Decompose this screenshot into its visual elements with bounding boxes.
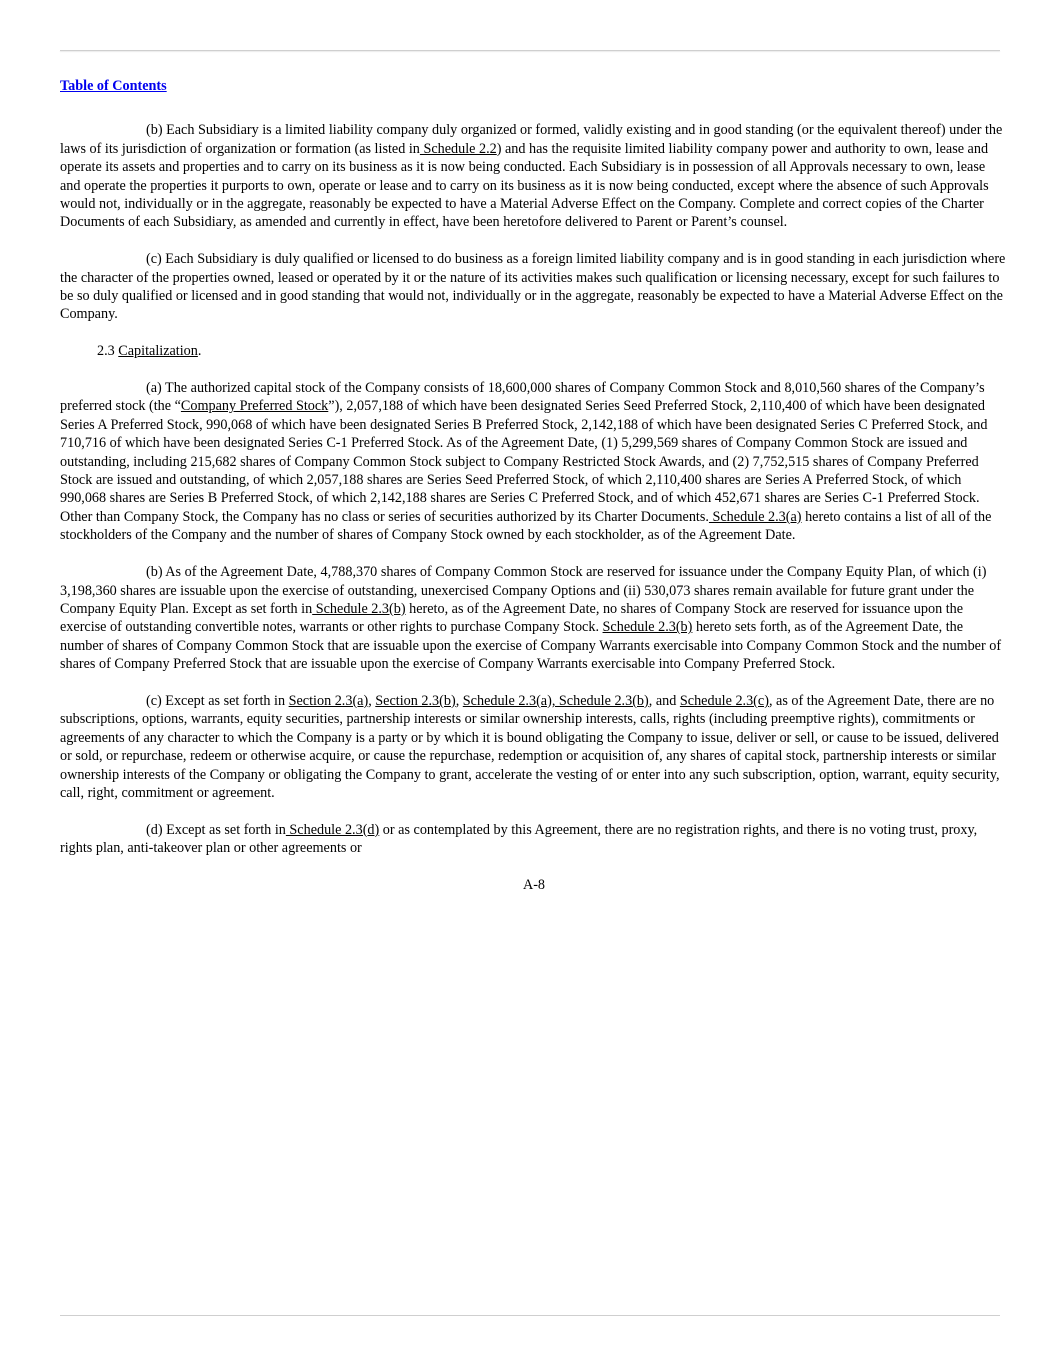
text: (a) The authorized capital stock of the Company consists of 18,600,000 shares of Company Common Stock and 8,010,560 shares of the Company’s preferred stock (the “ [60, 380, 985, 415]
section-2-3-heading [60, 342, 1008, 360]
schedule-2-3-b-ref: Schedule 2.3(b) [312, 600, 406, 617]
schedule-2-2-ref: Schedule 2.2 [419, 140, 497, 157]
text: (b) As of the Agreement Date, 4,788,370 shares of Company Common Stock are reserved for issuance under the Company Equity Plan, of which (i) 3,198,360 shares are issuable upon the exercise of outstanding, unexercised Company Options and (ii) 530,073 shares remain available for future grant under the Company Equity Plan. Except as set forth in [60, 564, 987, 617]
text: ) and has the requisite limited liability company power and authority to own, lease and operate its assets and properties and to carry on its business as it is now being conducted. Each Subsidiary is in possession of all Approvals necessary to own, lease and operate the properties it purports to own, operate or lease and to carry on its business as it is now being conducted, except where the absence of such Approvals would not, individually or in the aggregate, reasonably be expected to have a Material Adverse Effect on the Company. Complete and correct copies of the Charter Documents of each Subsidiary, as amended and currently in effect, have been heretofore delivered to Parent or Parent’s counsel. [60, 140, 989, 231]
text: . [197, 343, 202, 360]
paragraph-2-2-b [60, 121, 1008, 231]
section-title: Capitalization [118, 343, 198, 360]
text: (c) Except as set forth in [146, 692, 289, 709]
paragraph-2-3-d [60, 821, 1008, 858]
top-rule [60, 50, 1000, 51]
schedule-2-3-a-ref: Schedule 2.3(a) [708, 508, 802, 525]
section-2-3-b-ref: Section 2.3(b) [375, 692, 456, 709]
schedule-2-3-c-ref: Schedule 2.3(c) [679, 692, 769, 709]
schedule-2-3-a-b-ref: Schedule 2.3(a), Schedule 2.3(b) [462, 692, 649, 709]
text: (d) Except as set forth in [146, 821, 286, 838]
text: or as contemplated by this Agreement, there are no registration rights, and there is no voting trust, proxy, rights plan, anti-takeover plan or other agreements or [60, 821, 978, 857]
text: hereto contains a list of all of the stockholders of the Company and the number of shares of Company Stock owned by each stockholder, as of the Agreement Date. [60, 508, 992, 544]
text: , as of the Agreement Date, there are no subscriptions, options, warrants, equity securities, partnership interests or similar ownership interests, calls, rights (including preemptive rights), commitments or agreements of any character to which the Company is a party or by which it is bound obligating the Company to issue, deliver or sell, or cause to be issued, delivered or sold, or repurchase, redeem or otherwise acquire, or cause the repurchase, redemption or acquisition of, any shares of capital stock, partnership interests or similar ownership interests of the Company or obligating the Company to grant, accelerate the vesting of or enter into any such subscription, option, warrant, equity security, call, right, commitment or agreement. [60, 692, 1000, 801]
defined-term-company-preferred-stock: Company Preferred Stock [180, 398, 329, 415]
text: , [368, 692, 376, 709]
schedule-2-3-b-ref: Schedule 2.3(b) [602, 619, 693, 636]
text: hereto sets forth, as of the Agreement Date, the number of shares of Company Common Stock that are issuable upon the exercise of Company Warrants exercisable into Company Common Stock and the number of shares of Company Preferred Stock that are issuable upon the exercise of Company Warrants exercisable into Company Preferred Stock. [60, 619, 1002, 673]
text: (c) Each Subsidiary is duly qualified or licensed to do business as a foreign limited liability company and is in good standing in each jurisdiction where the character of the properties owned, leased or operated by it or the nature of its activities makes such qualification or licensing necessary, except for such failures to be so duly qualified or licensed and in good standing that would not, individually or in the aggregate, reasonably be expected to have a Material Adverse Effect on the Company. [60, 251, 1006, 323]
text: (b) Each Subsidiary is a limited liability company duly organized or formed, validly existing and in good standing (or the equivalent thereof) under the laws of its jurisdiction of organization or formation (as listed in [60, 122, 1003, 157]
table-of-contents-link[interactable]: Table of Contents [60, 78, 167, 94]
bottom-rule [60, 1315, 1000, 1316]
page-number: A-8 [522, 876, 546, 893]
paragraph-2-3-c [60, 692, 1008, 802]
text: ”), 2,057,188 of which have been designated Series Seed Preferred Stock, 2,110,400 of which have been designated Series A Preferred Stock, 990,068 of which have been designated Series B Preferred Stock, 2,142,188 of which have been designated Series C Preferred Stock, and 710,716 of which have been designated Series C-1 Preferred Stock. As of the Agreement Date, (1) 5,299,569 shares of Company Common Stock are issued and outstanding, including 215,682 shares of Company Common Stock subject to Company Restricted Stock Awards, and (2) 7,752,515 shares of Company Preferred Stock are issued and outstanding, of which 2,057,188 shares are Series Seed Preferred Stock, of which 2,110,400 shares are Series A Preferred Stock, of which 990,068 shares are Series B Preferred Stock, of which 2,142,188 shares are Series C Preferred Stock, and of which 452,671 shares are Series C-1 Preferred Stock. Other than Company Stock, the Company has no class or series of securities authorized by its Charter Documents. [60, 398, 988, 525]
text: , [455, 692, 463, 709]
text: , and [648, 692, 680, 709]
schedule-2-3-d-ref: Schedule 2.3(d) [285, 821, 380, 838]
paragraph-2-3-b [60, 563, 1008, 673]
section-2-3-a-ref: Section 2.3(a) [288, 692, 369, 709]
section-number: 2.3 [97, 343, 119, 360]
text: hereto, as of the Agreement Date, no shares of Company Stock are reserved for issuance upon the exercise of outstanding convertible notes, warrants or other rights to purchase Company Stock. [60, 600, 964, 636]
paragraph-2-2-c [60, 250, 1008, 324]
document-body [60, 77, 1008, 913]
paragraph-2-3-a [60, 379, 1008, 545]
